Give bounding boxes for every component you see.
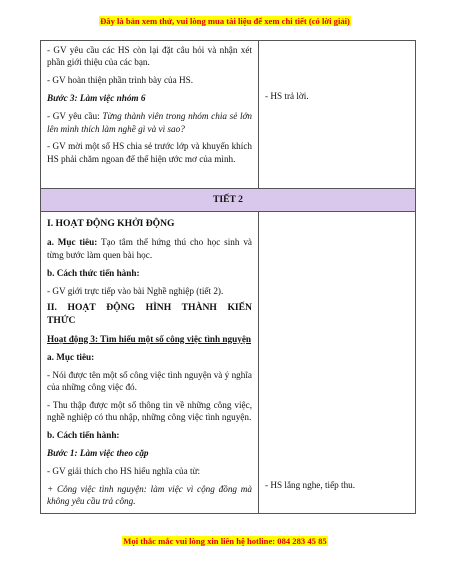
paragraph — [47, 236, 252, 261]
paragraph-text: Tạo tâm thế hứng thú cho học sinh và từng bước làm quen bài học. — [47, 237, 253, 260]
student-activity-cell — [259, 212, 416, 513]
paragraph: - GV hoàn thiện phần trình bày của HS. — [47, 75, 194, 86]
definition-text: + Công việc tình nguyện: làm việc vì cộng đồng mà không yêu cầu trả công. — [47, 483, 252, 507]
paragraph — [47, 110, 252, 135]
subheading: b. Cách thức tiến hành: — [47, 267, 140, 278]
hotline-banner — [0, 536, 450, 546]
subheading: a. Mục tiêu: — [47, 351, 95, 362]
paragraph: - Thu thập được một số thông tin về những công việc, nghề nghiệp có thu nhập, những công việc tình nguyện. — [47, 399, 252, 423]
student-response: - HS trả lời. — [265, 91, 309, 101]
preview-banner — [0, 16, 450, 26]
paragraph: - GV giải thích cho HS hiểu nghĩa của từ: — [47, 466, 201, 476]
section-header-row — [41, 189, 416, 212]
paragraph: - GV yêu cầu các HS còn lại đặt câu hỏi và nhận xét phần giới thiệu của các bạn. — [47, 45, 252, 68]
step-heading: Bước 1: Làm việc theo cặp — [47, 448, 149, 459]
hotline-banner-text: Mọi thắc mắc vui lòng xin liên hệ hotline: 084 283 45 85 — [123, 536, 327, 546]
label: a. Mục tiêu: — [47, 237, 98, 248]
table-row — [41, 41, 416, 189]
teacher-activity-cell — [41, 41, 259, 189]
teacher-activity-cell — [41, 212, 259, 513]
step-heading: Bước 3: Làm việc nhóm 6 — [47, 93, 146, 104]
paragraph: - GV giới trực tiếp vào bài Nghề nghiệp (tiết 2). — [47, 285, 224, 296]
paragraph: - Nói được tên một số công việc tình nguyện và ý nghĩa của những công việc đó. — [47, 369, 252, 392]
lesson-plan-table — [40, 40, 416, 514]
subheading: b. Cách tiến hành: — [47, 430, 120, 441]
student-activity-cell — [259, 41, 416, 189]
paragraph: - GV mời một số HS chia sẻ trước lớp và khuyến khích HS phải chăm ngoan để thể hiện ước mơ của mình. — [47, 141, 252, 164]
paragraph-prefix: - GV yêu cầu: — [47, 111, 103, 122]
activity-heading: Hoạt động 3: Tìm hiểu một số công việc tình nguyện — [47, 333, 252, 344]
preview-banner-text: Đây là bản xem thử, vui lòng mua tài liệu để xem chi tiết (có lời giải) — [100, 16, 350, 26]
section-title: TIẾT 2 — [41, 189, 416, 212]
question-text: Từng thành viên trong nhóm chia sẻ lớn lên mình thích làm nghề gì và vì sao? — [47, 111, 252, 134]
table-row — [41, 212, 416, 513]
student-response: - HS lắng nghe, tiếp thu. — [265, 480, 356, 491]
section-heading: II. HOẠT ĐỘNG HÌNH THÀNH KIẾN THỨC — [47, 302, 252, 326]
section-heading: I. HOẠT ĐỘNG KHỞI ĐỘNG — [47, 218, 175, 230]
